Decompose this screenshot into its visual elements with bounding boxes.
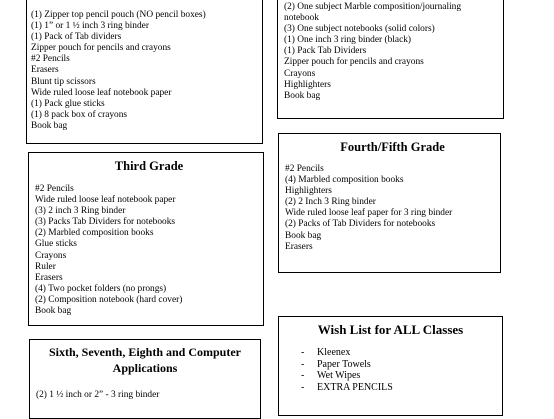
list-item — [301, 370, 502, 382]
list-item: Blunt tip scissors — [31, 76, 96, 87]
title-line: Sixth, Seventh, Eighth and Computer — [48, 345, 242, 359]
list-item: (2) Marbled composition books — [35, 228, 154, 239]
list-item — [301, 382, 502, 394]
list-item — [301, 359, 502, 371]
top-right-supply-box — [277, 0, 504, 119]
fourth-fifth-grade-box — [278, 133, 501, 273]
list-item: (1) Zipper top pencil pouch (NO pencil boxes) — [31, 10, 206, 20]
third-grade-box — [28, 152, 264, 326]
sixth-seventh-eighth-box — [29, 339, 261, 419]
list-item: (1) Pack of Tab dividers — [31, 32, 122, 43]
list-item: (1) One inch 3 ring binder (black) — [284, 35, 412, 46]
list-item: (2) One subject Marble composition/journaling — [284, 2, 462, 12]
list-item: Highlighters — [285, 186, 332, 197]
list-item: Glue sticks — [35, 239, 77, 250]
list-item: (3) Packs Tab Dividers for notebooks — [35, 217, 176, 228]
list-item: notebook — [284, 13, 319, 24]
list-item: Erasers — [285, 241, 313, 252]
sixth-seventh-eighth-title — [34, 344, 256, 376]
list-item: (2) 2 Inch 3 Ring binder — [285, 197, 376, 208]
list-item: Erasers — [35, 272, 63, 283]
list-item: Book bag — [284, 90, 321, 101]
dash-bullet: - — [301, 347, 305, 358]
sixth-seventh-eighth-supply-list — [34, 390, 256, 401]
wish-list — [279, 347, 502, 393]
list-item: (1) 8 pack box of crayons — [31, 109, 128, 120]
list-item: (1) Pack Tab Dividers — [284, 46, 367, 57]
third-grade-supply-list — [35, 184, 263, 317]
list-item: #2 Pencils — [35, 184, 74, 194]
list-item: Erasers — [31, 65, 59, 76]
list-item-label: EXTRA PENCILS — [317, 381, 393, 393]
list-item: Zipper pouch for pencils and crayons — [31, 43, 171, 54]
top-left-supply-list — [31, 10, 262, 132]
list-item: (1) 1” or 1 ½ inch 3 ring binder — [31, 21, 149, 32]
list-item: (2) 1 ½ inch or 2” - 3 ring binder — [36, 390, 160, 400]
list-item: (4) Marbled composition books — [285, 175, 404, 186]
list-item: Crayons — [35, 250, 67, 261]
list-item: Ruler — [35, 261, 56, 272]
list-item-label: Paper Towels — [317, 358, 371, 370]
dash-bullet: - — [301, 370, 305, 382]
dash-bullet: - — [301, 381, 305, 393]
list-item: (1) Pack glue sticks — [31, 98, 105, 109]
list-item-label: Kleenex — [317, 347, 351, 358]
top-right-supply-list — [284, 2, 503, 102]
list-item — [301, 347, 502, 359]
list-item: Zipper pouch for pencils and crayons — [284, 57, 424, 68]
list-item: (3) 2 inch 3 Ring binder — [35, 206, 126, 217]
list-item: Wide ruled loose leaf paper for 3 ring binder — [285, 208, 453, 219]
list-item-label: Wet Wipes — [317, 370, 361, 382]
list-item: Book bag — [31, 120, 68, 131]
wish-list-box — [278, 316, 503, 416]
dash-bullet: - — [301, 358, 305, 370]
third-grade-title: Third Grade — [114, 159, 184, 173]
list-item: Wide ruled loose leaf notebook paper — [35, 195, 176, 206]
fourth-fifth-grade-supply-list — [285, 164, 500, 253]
list-item: Highlighters — [284, 79, 331, 90]
list-item: Book bag — [285, 230, 322, 241]
list-item: (2) Composition notebook (hard cover) — [35, 294, 183, 305]
list-item: Wide ruled loose leaf notebook paper — [31, 87, 172, 98]
title-line: Applications — [112, 361, 178, 375]
wish-list-title: Wish List for ALL Classes — [317, 322, 464, 337]
top-left-supply-box — [26, 0, 263, 144]
list-item: (3) One subject notebooks (solid colors) — [284, 24, 435, 35]
list-item: (4) Two pocket folders (no prongs) — [35, 283, 167, 294]
list-item: Book bag — [35, 306, 72, 317]
list-item: (2) Packs of Tab Dividers for notebooks — [285, 219, 436, 230]
list-item: Crayons — [284, 68, 316, 79]
list-item: #2 Pencils — [285, 164, 324, 174]
fourth-fifth-grade-title: Fourth/Fifth Grade — [340, 140, 445, 154]
list-item: #2 Pencils — [31, 54, 70, 65]
